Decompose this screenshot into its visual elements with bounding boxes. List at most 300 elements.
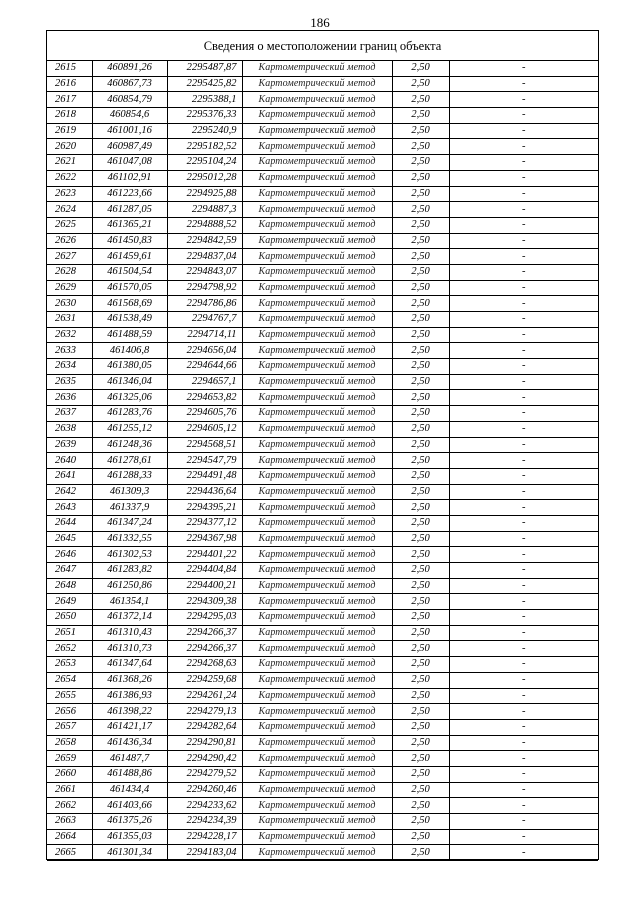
y-coordinate-cell: 2294260,46 bbox=[167, 782, 242, 798]
method-cell: Картометрический метод bbox=[242, 437, 392, 453]
method-cell: Картометрический метод bbox=[242, 343, 392, 359]
method-cell: Картометрический метод bbox=[242, 202, 392, 218]
table-row bbox=[47, 468, 598, 484]
x-coordinate-cell: 461047,08 bbox=[92, 155, 167, 171]
table-row bbox=[47, 296, 598, 312]
y-coordinate-cell: 2294367,98 bbox=[167, 531, 242, 547]
method-cell: Картометрический метод bbox=[242, 547, 392, 563]
method-cell: Картометрический метод bbox=[242, 766, 392, 782]
point-number-cell: 2635 bbox=[47, 374, 92, 390]
method-cell: Картометрический метод bbox=[242, 421, 392, 437]
table-row bbox=[47, 484, 598, 500]
x-coordinate-cell: 461488,59 bbox=[92, 327, 167, 343]
accuracy-cell: 2,50 bbox=[392, 92, 449, 108]
x-coordinate-cell: 461375,26 bbox=[92, 814, 167, 830]
method-cell: Картометрический метод bbox=[242, 453, 392, 469]
x-coordinate-cell: 461570,05 bbox=[92, 280, 167, 296]
point-number-cell: 2659 bbox=[47, 751, 92, 767]
accuracy-cell: 2,50 bbox=[392, 217, 449, 233]
note-cell: - bbox=[449, 688, 598, 704]
accuracy-cell: 2,50 bbox=[392, 515, 449, 531]
table-row bbox=[47, 139, 598, 155]
accuracy-cell: 2,50 bbox=[392, 202, 449, 218]
y-coordinate-cell: 2294887,3 bbox=[167, 202, 242, 218]
method-cell: Картометрический метод bbox=[242, 641, 392, 657]
table-row bbox=[47, 531, 598, 547]
table-row bbox=[47, 641, 598, 657]
point-number-cell: 2662 bbox=[47, 798, 92, 814]
note-cell: - bbox=[449, 155, 598, 171]
y-coordinate-cell: 2294266,37 bbox=[167, 625, 242, 641]
x-coordinate-cell: 461355,03 bbox=[92, 829, 167, 845]
note-cell: - bbox=[449, 829, 598, 845]
accuracy-cell: 2,50 bbox=[392, 312, 449, 328]
table-row bbox=[47, 76, 598, 92]
accuracy-cell: 2,50 bbox=[392, 390, 449, 406]
table-row bbox=[47, 92, 598, 108]
method-cell: Картометрический метод bbox=[242, 610, 392, 626]
accuracy-cell: 2,50 bbox=[392, 845, 449, 861]
method-cell: Картометрический метод bbox=[242, 296, 392, 312]
y-coordinate-cell: 2294547,79 bbox=[167, 453, 242, 469]
table-row bbox=[47, 688, 598, 704]
accuracy-cell: 2,50 bbox=[392, 484, 449, 500]
point-number-cell: 2626 bbox=[47, 233, 92, 249]
method-cell: Картометрический метод bbox=[242, 829, 392, 845]
table-row bbox=[47, 704, 598, 720]
note-cell: - bbox=[449, 108, 598, 124]
method-cell: Картометрический метод bbox=[242, 359, 392, 375]
note-cell: - bbox=[449, 751, 598, 767]
method-cell: Картометрический метод bbox=[242, 249, 392, 265]
method-cell: Картометрический метод bbox=[242, 484, 392, 500]
note-cell: - bbox=[449, 186, 598, 202]
y-coordinate-cell: 2294266,37 bbox=[167, 641, 242, 657]
table-row bbox=[47, 312, 598, 328]
y-coordinate-cell: 2294401,22 bbox=[167, 547, 242, 563]
x-coordinate-cell: 461288,33 bbox=[92, 468, 167, 484]
accuracy-cell: 2,50 bbox=[392, 437, 449, 453]
table-row bbox=[47, 625, 598, 641]
accuracy-cell: 2,50 bbox=[392, 359, 449, 375]
accuracy-cell: 2,50 bbox=[392, 249, 449, 265]
note-cell: - bbox=[449, 312, 598, 328]
point-number-cell: 2636 bbox=[47, 390, 92, 406]
y-coordinate-cell: 2294279,52 bbox=[167, 766, 242, 782]
y-coordinate-cell: 2294436,64 bbox=[167, 484, 242, 500]
note-cell: - bbox=[449, 76, 598, 92]
table-row bbox=[47, 280, 598, 296]
x-coordinate-cell: 461337,9 bbox=[92, 500, 167, 516]
y-coordinate-cell: 2294888,52 bbox=[167, 217, 242, 233]
method-cell: Картометрический метод bbox=[242, 515, 392, 531]
x-coordinate-cell: 461250,86 bbox=[92, 578, 167, 594]
method-cell: Картометрический метод bbox=[242, 594, 392, 610]
note-cell: - bbox=[449, 563, 598, 579]
x-coordinate-cell: 461354,1 bbox=[92, 594, 167, 610]
point-number-cell: 2665 bbox=[47, 845, 92, 861]
note-cell: - bbox=[449, 610, 598, 626]
y-coordinate-cell: 2294842,59 bbox=[167, 233, 242, 249]
x-coordinate-cell: 461487,7 bbox=[92, 751, 167, 767]
accuracy-cell: 2,50 bbox=[392, 76, 449, 92]
method-cell: Картометрический метод bbox=[242, 782, 392, 798]
x-coordinate-cell: 461302,53 bbox=[92, 547, 167, 563]
table-row bbox=[47, 217, 598, 233]
y-coordinate-cell: 2295104,24 bbox=[167, 155, 242, 171]
accuracy-cell: 2,50 bbox=[392, 563, 449, 579]
x-coordinate-cell: 460891,26 bbox=[92, 61, 167, 76]
y-coordinate-cell: 2294653,82 bbox=[167, 390, 242, 406]
x-coordinate-cell: 461436,34 bbox=[92, 735, 167, 751]
y-coordinate-cell: 2294183,04 bbox=[167, 845, 242, 861]
accuracy-cell: 2,50 bbox=[392, 61, 449, 76]
table-row bbox=[47, 719, 598, 735]
x-coordinate-cell: 460867,73 bbox=[92, 76, 167, 92]
method-cell: Картометрический метод bbox=[242, 312, 392, 328]
accuracy-cell: 2,50 bbox=[392, 547, 449, 563]
table-row bbox=[47, 610, 598, 626]
note-cell: - bbox=[449, 217, 598, 233]
y-coordinate-cell: 2294605,76 bbox=[167, 406, 242, 422]
y-coordinate-cell: 2294657,1 bbox=[167, 374, 242, 390]
y-coordinate-cell: 2295182,52 bbox=[167, 139, 242, 155]
accuracy-cell: 2,50 bbox=[392, 453, 449, 469]
y-coordinate-cell: 2294295,03 bbox=[167, 610, 242, 626]
accuracy-cell: 2,50 bbox=[392, 829, 449, 845]
y-coordinate-cell: 2294259,68 bbox=[167, 672, 242, 688]
table-row bbox=[47, 500, 598, 516]
point-number-cell: 2664 bbox=[47, 829, 92, 845]
x-coordinate-cell: 461347,64 bbox=[92, 657, 167, 673]
table-row bbox=[47, 123, 598, 139]
point-number-cell: 2624 bbox=[47, 202, 92, 218]
note-cell: - bbox=[449, 814, 598, 830]
table-row bbox=[47, 672, 598, 688]
note-cell: - bbox=[449, 437, 598, 453]
table-header-title: Сведения о местоположении границ объекта bbox=[47, 31, 598, 61]
method-cell: Картометрический метод bbox=[242, 578, 392, 594]
x-coordinate-cell: 461403,66 bbox=[92, 798, 167, 814]
point-number-cell: 2660 bbox=[47, 766, 92, 782]
table-row bbox=[47, 186, 598, 202]
table-row bbox=[47, 421, 598, 437]
note-cell: - bbox=[449, 280, 598, 296]
x-coordinate-cell: 461255,12 bbox=[92, 421, 167, 437]
note-cell: - bbox=[449, 625, 598, 641]
point-number-cell: 2650 bbox=[47, 610, 92, 626]
note-cell: - bbox=[449, 264, 598, 280]
table-row bbox=[47, 359, 598, 375]
note-cell: - bbox=[449, 374, 598, 390]
page-number: 186 bbox=[310, 15, 330, 30]
y-coordinate-cell: 2294644,66 bbox=[167, 359, 242, 375]
table-row bbox=[47, 264, 598, 280]
method-cell: Картометрический метод bbox=[242, 217, 392, 233]
table-row bbox=[47, 108, 598, 124]
y-coordinate-cell: 2294233,62 bbox=[167, 798, 242, 814]
note-cell: - bbox=[449, 139, 598, 155]
note-cell: - bbox=[449, 500, 598, 516]
accuracy-cell: 2,50 bbox=[392, 610, 449, 626]
y-coordinate-cell: 2295388,1 bbox=[167, 92, 242, 108]
table-row bbox=[47, 374, 598, 390]
method-cell: Картометрический метод bbox=[242, 155, 392, 171]
table-row bbox=[47, 735, 598, 751]
note-cell: - bbox=[449, 233, 598, 249]
point-number-cell: 2652 bbox=[47, 641, 92, 657]
table-row bbox=[47, 390, 598, 406]
x-coordinate-cell: 461283,76 bbox=[92, 406, 167, 422]
accuracy-cell: 2,50 bbox=[392, 327, 449, 343]
x-coordinate-cell: 461325,06 bbox=[92, 390, 167, 406]
table-row bbox=[47, 751, 598, 767]
note-cell: - bbox=[449, 484, 598, 500]
table-row bbox=[47, 547, 598, 563]
accuracy-cell: 2,50 bbox=[392, 123, 449, 139]
y-coordinate-cell: 2294279,13 bbox=[167, 704, 242, 720]
table-row bbox=[47, 814, 598, 830]
point-number-cell: 2638 bbox=[47, 421, 92, 437]
y-coordinate-cell: 2294290,81 bbox=[167, 735, 242, 751]
point-number-cell: 2656 bbox=[47, 704, 92, 720]
accuracy-cell: 2,50 bbox=[392, 782, 449, 798]
point-number-cell: 2628 bbox=[47, 264, 92, 280]
x-coordinate-cell: 461347,24 bbox=[92, 515, 167, 531]
method-cell: Картометрический метод bbox=[242, 500, 392, 516]
point-number-cell: 2643 bbox=[47, 500, 92, 516]
method-cell: Картометрический метод bbox=[242, 280, 392, 296]
point-number-cell: 2633 bbox=[47, 343, 92, 359]
accuracy-cell: 2,50 bbox=[392, 657, 449, 673]
point-number-cell: 2644 bbox=[47, 515, 92, 531]
note-cell: - bbox=[449, 123, 598, 139]
y-coordinate-cell: 2294400,21 bbox=[167, 578, 242, 594]
table-row bbox=[47, 61, 598, 76]
x-coordinate-cell: 460987,49 bbox=[92, 139, 167, 155]
y-coordinate-cell: 2295487,87 bbox=[167, 61, 242, 76]
accuracy-cell: 2,50 bbox=[392, 108, 449, 124]
x-coordinate-cell: 461001,16 bbox=[92, 123, 167, 139]
note-cell: - bbox=[449, 672, 598, 688]
method-cell: Картометрический метод bbox=[242, 390, 392, 406]
y-coordinate-cell: 2294798,92 bbox=[167, 280, 242, 296]
point-number-cell: 2632 bbox=[47, 327, 92, 343]
point-number-cell: 2647 bbox=[47, 563, 92, 579]
x-coordinate-cell: 461346,04 bbox=[92, 374, 167, 390]
x-coordinate-cell: 461365,21 bbox=[92, 217, 167, 233]
accuracy-cell: 2,50 bbox=[392, 578, 449, 594]
note-cell: - bbox=[449, 296, 598, 312]
note-cell: - bbox=[449, 531, 598, 547]
point-number-cell: 2655 bbox=[47, 688, 92, 704]
accuracy-cell: 2,50 bbox=[392, 672, 449, 688]
y-coordinate-cell: 2294568,51 bbox=[167, 437, 242, 453]
note-cell: - bbox=[449, 782, 598, 798]
note-cell: - bbox=[449, 641, 598, 657]
y-coordinate-cell: 2294837,04 bbox=[167, 249, 242, 265]
note-cell: - bbox=[449, 594, 598, 610]
method-cell: Картометрический метод bbox=[242, 108, 392, 124]
point-number-cell: 2642 bbox=[47, 484, 92, 500]
point-number-cell: 2622 bbox=[47, 170, 92, 186]
table-row bbox=[47, 249, 598, 265]
point-number-cell: 2629 bbox=[47, 280, 92, 296]
method-cell: Картометрический метод bbox=[242, 531, 392, 547]
note-cell: - bbox=[449, 704, 598, 720]
y-coordinate-cell: 2294656,04 bbox=[167, 343, 242, 359]
accuracy-cell: 2,50 bbox=[392, 186, 449, 202]
point-number-cell: 2630 bbox=[47, 296, 92, 312]
accuracy-cell: 2,50 bbox=[392, 233, 449, 249]
method-cell: Картометрический метод bbox=[242, 672, 392, 688]
y-coordinate-cell: 2295425,82 bbox=[167, 76, 242, 92]
x-coordinate-cell: 461248,36 bbox=[92, 437, 167, 453]
accuracy-cell: 2,50 bbox=[392, 594, 449, 610]
table-row bbox=[47, 202, 598, 218]
accuracy-cell: 2,50 bbox=[392, 798, 449, 814]
table-row bbox=[47, 594, 598, 610]
point-number-cell: 2619 bbox=[47, 123, 92, 139]
point-number-cell: 2654 bbox=[47, 672, 92, 688]
boundary-table-frame bbox=[46, 30, 599, 860]
point-number-cell: 2617 bbox=[47, 92, 92, 108]
coordinates-table bbox=[47, 61, 598, 861]
x-coordinate-cell: 461406,8 bbox=[92, 343, 167, 359]
point-number-cell: 2639 bbox=[47, 437, 92, 453]
x-coordinate-cell: 461398,22 bbox=[92, 704, 167, 720]
x-coordinate-cell: 461310,73 bbox=[92, 641, 167, 657]
point-number-cell: 2616 bbox=[47, 76, 92, 92]
point-number-cell: 2661 bbox=[47, 782, 92, 798]
y-coordinate-cell: 2294234,39 bbox=[167, 814, 242, 830]
point-number-cell: 2618 bbox=[47, 108, 92, 124]
table-row bbox=[47, 845, 598, 861]
accuracy-cell: 2,50 bbox=[392, 751, 449, 767]
method-cell: Картометрический метод bbox=[242, 468, 392, 484]
x-coordinate-cell: 461488,86 bbox=[92, 766, 167, 782]
point-number-cell: 2637 bbox=[47, 406, 92, 422]
x-coordinate-cell: 461332,55 bbox=[92, 531, 167, 547]
accuracy-cell: 2,50 bbox=[392, 704, 449, 720]
y-coordinate-cell: 2294282,64 bbox=[167, 719, 242, 735]
y-coordinate-cell: 2294261,24 bbox=[167, 688, 242, 704]
method-cell: Картометрический метод bbox=[242, 327, 392, 343]
method-cell: Картометрический метод bbox=[242, 657, 392, 673]
x-coordinate-cell: 461287,05 bbox=[92, 202, 167, 218]
y-coordinate-cell: 2294290,42 bbox=[167, 751, 242, 767]
note-cell: - bbox=[449, 515, 598, 531]
y-coordinate-cell: 2294925,88 bbox=[167, 186, 242, 202]
note-cell: - bbox=[449, 453, 598, 469]
y-coordinate-cell: 2294714,11 bbox=[167, 327, 242, 343]
point-number-cell: 2651 bbox=[47, 625, 92, 641]
accuracy-cell: 2,50 bbox=[392, 735, 449, 751]
point-number-cell: 2648 bbox=[47, 578, 92, 594]
table-row bbox=[47, 782, 598, 798]
note-cell: - bbox=[449, 421, 598, 437]
table-row bbox=[47, 657, 598, 673]
y-coordinate-cell: 2294268,63 bbox=[167, 657, 242, 673]
accuracy-cell: 2,50 bbox=[392, 688, 449, 704]
x-coordinate-cell: 461368,26 bbox=[92, 672, 167, 688]
point-number-cell: 2627 bbox=[47, 249, 92, 265]
x-coordinate-cell: 461538,49 bbox=[92, 312, 167, 328]
method-cell: Картометрический метод bbox=[242, 406, 392, 422]
accuracy-cell: 2,50 bbox=[392, 280, 449, 296]
x-coordinate-cell: 461568,69 bbox=[92, 296, 167, 312]
x-coordinate-cell: 461278,61 bbox=[92, 453, 167, 469]
accuracy-cell: 2,50 bbox=[392, 500, 449, 516]
accuracy-cell: 2,50 bbox=[392, 406, 449, 422]
method-cell: Картометрический метод bbox=[242, 845, 392, 861]
accuracy-cell: 2,50 bbox=[392, 531, 449, 547]
method-cell: Картометрический метод bbox=[242, 751, 392, 767]
point-number-cell: 2658 bbox=[47, 735, 92, 751]
point-number-cell: 2634 bbox=[47, 359, 92, 375]
x-coordinate-cell: 461102,91 bbox=[92, 170, 167, 186]
method-cell: Картометрический метод bbox=[242, 374, 392, 390]
x-coordinate-cell: 461283,82 bbox=[92, 563, 167, 579]
x-coordinate-cell: 461223,66 bbox=[92, 186, 167, 202]
y-coordinate-cell: 2294377,12 bbox=[167, 515, 242, 531]
table-row bbox=[47, 327, 598, 343]
accuracy-cell: 2,50 bbox=[392, 296, 449, 312]
note-cell: - bbox=[449, 657, 598, 673]
y-coordinate-cell: 2295012,28 bbox=[167, 170, 242, 186]
accuracy-cell: 2,50 bbox=[392, 641, 449, 657]
coordinates-table-body bbox=[47, 61, 598, 861]
table-row bbox=[47, 170, 598, 186]
x-coordinate-cell: 461309,3 bbox=[92, 484, 167, 500]
accuracy-cell: 2,50 bbox=[392, 264, 449, 280]
point-number-cell: 2640 bbox=[47, 453, 92, 469]
point-number-cell: 2657 bbox=[47, 719, 92, 735]
x-coordinate-cell: 460854,6 bbox=[92, 108, 167, 124]
table-row bbox=[47, 515, 598, 531]
x-coordinate-cell: 461504,54 bbox=[92, 264, 167, 280]
note-cell: - bbox=[449, 61, 598, 76]
method-cell: Картометрический метод bbox=[242, 798, 392, 814]
y-coordinate-cell: 2294605,12 bbox=[167, 421, 242, 437]
accuracy-cell: 2,50 bbox=[392, 155, 449, 171]
x-coordinate-cell: 461372,14 bbox=[92, 610, 167, 626]
point-number-cell: 2641 bbox=[47, 468, 92, 484]
method-cell: Картометрический метод bbox=[242, 186, 392, 202]
note-cell: - bbox=[449, 468, 598, 484]
method-cell: Картометрический метод bbox=[242, 233, 392, 249]
note-cell: - bbox=[449, 406, 598, 422]
note-cell: - bbox=[449, 327, 598, 343]
x-coordinate-cell: 461301,34 bbox=[92, 845, 167, 861]
table-row bbox=[47, 453, 598, 469]
method-cell: Картометрический метод bbox=[242, 139, 392, 155]
method-cell: Картометрический метод bbox=[242, 688, 392, 704]
point-number-cell: 2645 bbox=[47, 531, 92, 547]
point-number-cell: 2649 bbox=[47, 594, 92, 610]
method-cell: Картометрический метод bbox=[242, 76, 392, 92]
y-coordinate-cell: 2294767,7 bbox=[167, 312, 242, 328]
x-coordinate-cell: 460854,79 bbox=[92, 92, 167, 108]
note-cell: - bbox=[449, 202, 598, 218]
note-cell: - bbox=[449, 359, 598, 375]
table-row bbox=[47, 766, 598, 782]
accuracy-cell: 2,50 bbox=[392, 625, 449, 641]
method-cell: Картометрический метод bbox=[242, 123, 392, 139]
accuracy-cell: 2,50 bbox=[392, 170, 449, 186]
x-coordinate-cell: 461450,83 bbox=[92, 233, 167, 249]
note-cell: - bbox=[449, 170, 598, 186]
